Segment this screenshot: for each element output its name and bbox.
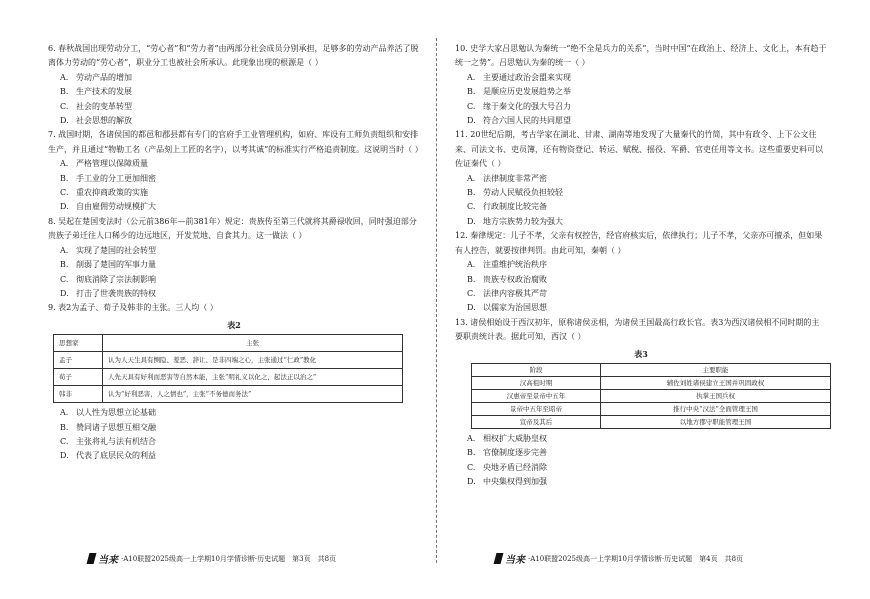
table-row [54, 369, 403, 386]
question-stem: 10. 史学大家吕思勉认为秦统一“绝不全是兵力的关系”，当时中国“在政治上、经济上、文化上，本有趋于统一之势”。吕思勉认为秦的统一（ ） [455, 44, 827, 68]
table-cell: 推行中央“汉法”全面管理王国 [601, 402, 831, 415]
question-13 [455, 316, 827, 490]
option-d[interactable]: D. 以儒家为治国思想 [467, 303, 547, 313]
question-stem: 13. 诸侯相始设于西汉初年，原称诸侯丞相，为诸侯王国最高行政长官。表3为西汉诸侯相不同时期的主要职责统计表。据此可知，西汉（ ） [455, 317, 820, 342]
option-b[interactable]: B. 劳动人民赋役负担较轻 [467, 188, 563, 198]
table-row [472, 402, 831, 415]
option-a[interactable]: A. 主要通过政治会盟来实现 [467, 72, 571, 82]
option-c[interactable]: C. 重农抑商政策的实施 [60, 188, 148, 198]
table-cell: 景帝中五年至昭帝 [472, 402, 601, 415]
option-a[interactable]: A. 实现了楚国的社会转型 [60, 245, 156, 255]
option-b[interactable]: B. 削弱了楚国的军事力量 [60, 260, 156, 270]
option-a[interactable]: A. 注重维护统治秩序 [467, 260, 547, 270]
table-header-row [472, 363, 831, 376]
table-cell: 孟子 [54, 352, 103, 369]
table-caption: 表2 [227, 319, 241, 330]
option-d[interactable]: D. 地方宗族势力较为强大 [467, 216, 563, 226]
option-b[interactable]: B. 贵族专权政治腐败 [467, 274, 547, 284]
table-header-row [54, 335, 403, 352]
question-stem: 6. 春秋战国出现劳动分工，“劳心者”和“劳力者”由两部分社会成员分别承担，足够多的劳动产品养活了脱离体力劳动的“劳心者”，职业分工也被社会所承认。此现象出现的根源是（ ） [48, 44, 419, 68]
table-row [472, 376, 831, 389]
right-column [455, 42, 827, 490]
page-footer-left [88, 551, 336, 566]
option-c[interactable]: C. 行政制度比较完备 [467, 202, 547, 212]
question-9 [48, 301, 420, 463]
table-header: 主张 [103, 335, 403, 352]
question-10 [455, 42, 827, 128]
table-cell: 认为“好利恶害，人之情也”，主张“不务德而务法” [103, 386, 403, 403]
table-row [472, 389, 831, 402]
option-d[interactable]: D. 社会思想的解放 [60, 116, 132, 126]
table-cell: 以地方郡守职能管理王国 [601, 415, 831, 428]
left-column [48, 42, 423, 464]
question-12 [455, 229, 827, 315]
table-header: 主要职能 [601, 363, 831, 376]
footer-text: ·A10联盟2025级高一上学期10月学情诊断·历史试题 第4页 共8页 [528, 554, 744, 563]
table-cell: 执掌王国兵权 [601, 389, 831, 402]
question-6 [48, 42, 420, 128]
question-11 [455, 128, 827, 229]
table-caption: 表3 [634, 348, 648, 359]
table-row [54, 352, 403, 369]
question-stem: 8. 吴起在楚国变法时（公元前386年—前381年）规定：贵族传至第三代就将其爵禄收回，同时强迫部分贵族子弟迁往人口稀少的边远地区，开发荒地、自食其力。这一做法（ ） [48, 216, 417, 241]
table-cell: 荀子 [54, 369, 103, 386]
option-d[interactable]: D. 符合六国人民的共同愿望 [467, 116, 571, 126]
page-divider [436, 38, 437, 563]
table-header: 阶段 [472, 363, 601, 376]
option-a[interactable]: A. 相权扩大威胁皇权 [467, 433, 547, 443]
option-c[interactable]: C. 法律内容极其严苛 [467, 288, 547, 298]
option-a[interactable]: A. 劳动产品的增加 [60, 72, 132, 82]
table-cell: 宣帝及其后 [472, 415, 601, 428]
table-row [54, 386, 403, 403]
table-header: 思想家 [54, 335, 103, 352]
option-c[interactable]: C. 彻底消除了宗法制影响 [60, 274, 156, 284]
option-c[interactable]: C. 社会的变革转型 [60, 101, 132, 111]
table-cell: 认为人天生具有恻隐、羞恶、辞让、是非四端之心，主张通过“仁政”教化 [103, 352, 403, 369]
option-b[interactable]: B. 赞同诸子思想互相交融 [60, 422, 156, 432]
option-c[interactable]: C. 主张将礼与法有机结合 [60, 436, 156, 446]
option-a[interactable]: A. 严格管理以保障质量 [60, 159, 148, 169]
table-cell: 韩非 [54, 386, 103, 403]
option-d[interactable]: D. 自由雇佣劳动规模扩大 [60, 202, 156, 212]
option-b[interactable]: B. 生产技术的发展 [60, 87, 132, 97]
option-d[interactable]: D. 中央集权得到加强 [467, 477, 547, 487]
table-cell: 辅佐刘姓诸侯建立王国并巩固政权 [601, 376, 831, 389]
table-2 [53, 334, 403, 403]
question-stem: 11. 20世纪后期，考古学家在湖北、甘肃、湖南等地发现了大量秦代的竹简，其中有政令、上下公文往来、司法文书、吏员簿，还有物资登记、转运、赋税、摇役、军爵、官吏任用等文书。这些重要史料可以佐证秦代（ ） [455, 130, 823, 169]
option-c[interactable]: C. 缘于秦文化的强大号召力 [467, 101, 571, 111]
brand-name: 当来 [505, 555, 525, 566]
question-stem: 9. 表2为孟子、荀子及韩非的主张。三人均（ ） [48, 303, 218, 313]
option-d[interactable]: D. 代表了底层民众的利益 [60, 451, 156, 461]
option-a[interactable]: A. 法律制度非常严密 [467, 173, 547, 183]
question-8 [48, 215, 420, 301]
footer-text: ·A10联盟2025级高一上学期10月学情诊断·历史试题 第3页 共8页 [121, 554, 337, 563]
table-cell: 汉惠帝至景帝中五年 [472, 389, 601, 402]
brand-logo-icon [87, 553, 97, 564]
question-stem: 7. 战国时期，各诸侯国的都邑和郡县都有专门的官府手工业管理机构，如府、库设有工师负责组织和安排生产，并且通过“物勒工名（产品刻上工匠的名字），以考其诚”的标准实行严格追责制度。这说明当时（ ） [48, 130, 423, 154]
option-b[interactable]: B. 是顺应历史发展趋势之举 [467, 87, 571, 97]
table-cell: 汉高祖时期 [472, 376, 601, 389]
option-b[interactable]: B. 官僚制度逐步完善 [467, 448, 547, 458]
option-a[interactable]: A. 以人性为思想立论基础 [60, 408, 156, 418]
question-7 [48, 128, 423, 214]
brand-logo-icon [494, 553, 504, 564]
table-row [472, 415, 831, 428]
table-cell: 人先天具有好利而恶害等自然本能，主张“明礼义以化之，起法正以治之” [103, 369, 403, 386]
question-stem: 12. 秦律规定：儿子不孝，父亲有权控告，经官府核实后，依律执行；儿子不孝，父亲亦可擅杀，但如果有人控告，就要按律判罚。由此可知，秦朝（ ） [455, 231, 823, 255]
option-b[interactable]: B. 手工业的分工更加细密 [60, 173, 156, 183]
table-3 [471, 363, 831, 429]
option-c[interactable]: C. 央地矛盾已经消除 [467, 462, 547, 472]
brand-name: 当来 [98, 555, 118, 566]
option-d[interactable]: D. 打击了世袭贵族的特权 [60, 288, 156, 298]
page-footer-right [495, 551, 743, 566]
